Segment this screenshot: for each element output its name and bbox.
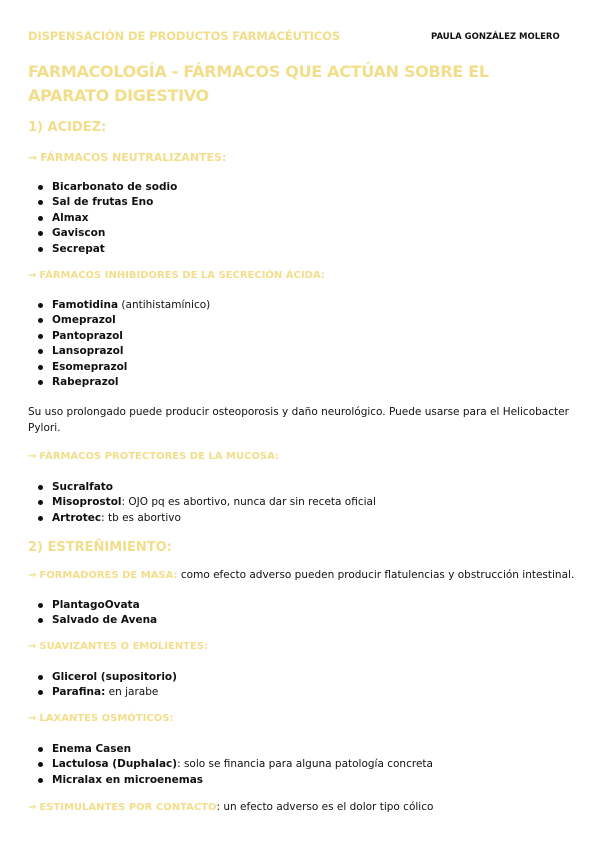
inhibidores-list	[28, 298, 210, 390]
course-header: DISPENSACIÓN DE PRODUCTOS FARMACÉUTICOS	[28, 29, 341, 43]
arrow-icon: →	[28, 641, 37, 652]
subsection-inhibidores-heading: → FÁRMACOS INHIBIDORES DE LA SECRECIÓN ÁCIDA:	[28, 270, 325, 281]
list-item: PlantagoOvata	[28, 598, 157, 613]
neutralizantes-list	[28, 180, 177, 257]
list-item: Esomeprazol	[28, 360, 210, 375]
list-item: Lansoprazol	[28, 344, 210, 359]
suavizantes-list	[28, 670, 177, 701]
list-item: Artrotec: tb es abortivo	[28, 511, 376, 526]
arrow-icon: →	[28, 270, 37, 281]
subsection-estimulantes-heading: → ESTIMULANTES POR CONTACTO: un efecto adverso es el dolor tipo cólico	[28, 801, 434, 813]
page-title: FARMACOLOGÍA - FÁRMACOS QUE ACTÚAN SOBRE EL APARATO DIGESTIVO	[28, 62, 489, 105]
author-header: PAULA GONZÁLEZ MOLERO	[431, 32, 560, 42]
subsection-osmoticos-heading: → LAXANTES OSMÓTICOS:	[28, 713, 174, 724]
list-item: Sucralfato	[28, 480, 376, 495]
protectores-list	[28, 480, 376, 526]
list-item: Sal de frutas Eno	[28, 195, 177, 210]
list-item: Lactulosa (Duphalac): solo se financia para alguna patología concreta	[28, 757, 433, 772]
arrow-icon: →	[28, 802, 37, 813]
list-item: Parafina: en jarabe	[28, 685, 177, 700]
list-item: Misoprostol: OJO pq es abortivo, nunca dar sin receta oficial	[28, 495, 376, 510]
formadores-description: como efecto adverso pueden producir flatulencias y obstrucción intestinal.	[177, 569, 575, 581]
list-item: Gaviscon	[28, 226, 177, 241]
arrow-icon: →	[28, 451, 37, 462]
arrow-icon: →	[28, 570, 37, 581]
list-item: Rabeprazol	[28, 375, 210, 390]
list-item: Bicarbonato de sodio	[28, 180, 177, 195]
list-item: Omeprazol	[28, 313, 210, 328]
list-item: Pantoprazol	[28, 329, 210, 344]
list-item: Glicerol (supositorio)	[28, 670, 177, 685]
section-estrenimiento-heading: 2) ESTREÑIMIENTO:	[28, 540, 172, 555]
subsection-formadores-heading: → FORMADORES DE MASA: como efecto adverso pueden producir flatulencias y obstrucción intestinal.	[28, 569, 575, 581]
list-item: Enema Casen	[28, 742, 433, 757]
subsection-suavizantes-heading: → SUAVIZANTES O EMOLIENTES:	[28, 641, 209, 652]
list-item: Almax	[28, 211, 177, 226]
estimulantes-description: : un efecto adverso es el dolor tipo cólico	[216, 801, 434, 813]
section-acidez-heading: 1) ACIDEZ:	[28, 120, 107, 135]
arrow-icon: →	[28, 713, 37, 724]
formadores-list	[28, 598, 157, 629]
list-item: Salvado de Avena	[28, 613, 157, 628]
arrow-icon: →	[28, 151, 38, 164]
subsection-neutralizantes-heading: → FÁRMACOS NEUTRALIZANTES:	[28, 151, 227, 164]
osmoticos-list	[28, 742, 433, 788]
list-item: Famotidina (antihistamínico)	[28, 298, 210, 313]
list-item: Micralax en microenemas	[28, 773, 433, 788]
list-item: Secrepat	[28, 242, 177, 257]
inhibidores-paragraph: Su uso prolongado puede producir osteoporosis y daño neurológico. Puede usarse para el Helicobacter Pylori.	[28, 406, 569, 434]
subsection-protectores-heading: → FÁRMACOS PROTECTORES DE LA MUCOSA:	[28, 451, 280, 462]
